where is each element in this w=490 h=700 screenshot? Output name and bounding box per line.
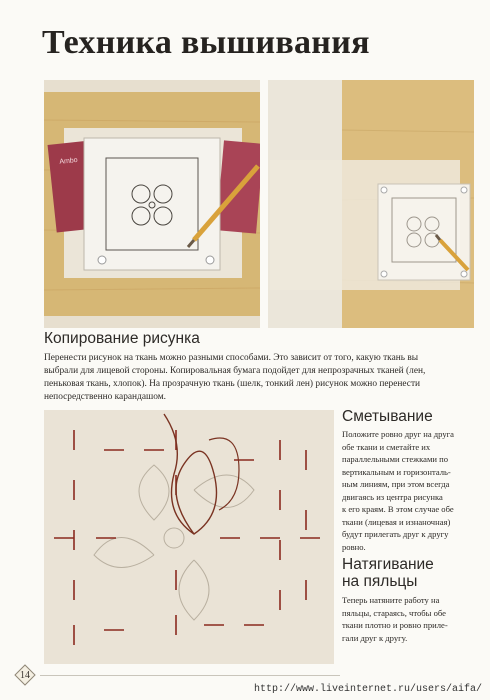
page-number-text: 14: [20, 669, 30, 681]
text-line: ровно.: [342, 541, 366, 552]
heading-hoop-line2: на пяльцы: [342, 573, 418, 590]
text-line: пеньковая ткань, хлопок). На прозрачную ткань (шелк, тонкий лен) рисунок можно перенести: [44, 379, 421, 389]
paragraph-copy-pattern: [44, 352, 474, 404]
text-line: Перенести рисунок на ткань можно разными способами. Это зависит от того, какую ткань вы: [44, 353, 419, 363]
paragraph-hoop: [342, 594, 477, 644]
page-number: [14, 664, 36, 686]
text-line: ным линиям, при этом всегда: [342, 479, 450, 489]
text-line: Теперь натяните работу на: [342, 595, 440, 605]
footer-rule: [40, 675, 340, 676]
photo-carbon-copy: [44, 80, 260, 328]
heading-basting: Сметывание: [342, 408, 433, 425]
page-title: Техника вышивания: [42, 24, 370, 61]
text-line: гали друг к другу.: [342, 632, 408, 643]
text-line: ткани (лицевая и изнаночная): [342, 516, 451, 527]
text-line: параллельными стежками по: [342, 454, 449, 464]
text-line: вертикальным и горизонталь-: [342, 466, 451, 477]
photo-basting-stitches: [44, 410, 334, 664]
text-line: Положите ровно друг на друга: [342, 429, 454, 439]
svg-text:Ambo: Ambo: [59, 156, 78, 166]
text-line: будут прилегать друг к другу: [342, 529, 449, 539]
text-line: к его краям. В этом случае обе: [342, 504, 454, 514]
text-line: непосредственно карандашом.: [44, 392, 167, 402]
paragraph-basting: [342, 428, 477, 553]
text-line: пяльцы, стараясь, чтобы обе: [342, 607, 446, 618]
heading-hoop: [342, 556, 434, 590]
heading-hoop-line1: Натягивание: [342, 556, 434, 573]
watermark-url: http://www.liveinternet.ru/users/aifa/: [253, 684, 482, 695]
heading-copy-pattern: Копирование рисунка: [44, 330, 200, 347]
text-line: двигаясь из центра рисунка: [342, 491, 443, 502]
photo-transparent-fabric: [268, 80, 474, 328]
text-line: обе ткани и сметайте их: [342, 441, 431, 452]
text-line: выбрали для лицевой стороны. Копировальная бумага подойдет для непрозрачных тканей (лен,: [44, 366, 426, 376]
text-line: ткани плотно и ровно приле-: [342, 620, 448, 630]
